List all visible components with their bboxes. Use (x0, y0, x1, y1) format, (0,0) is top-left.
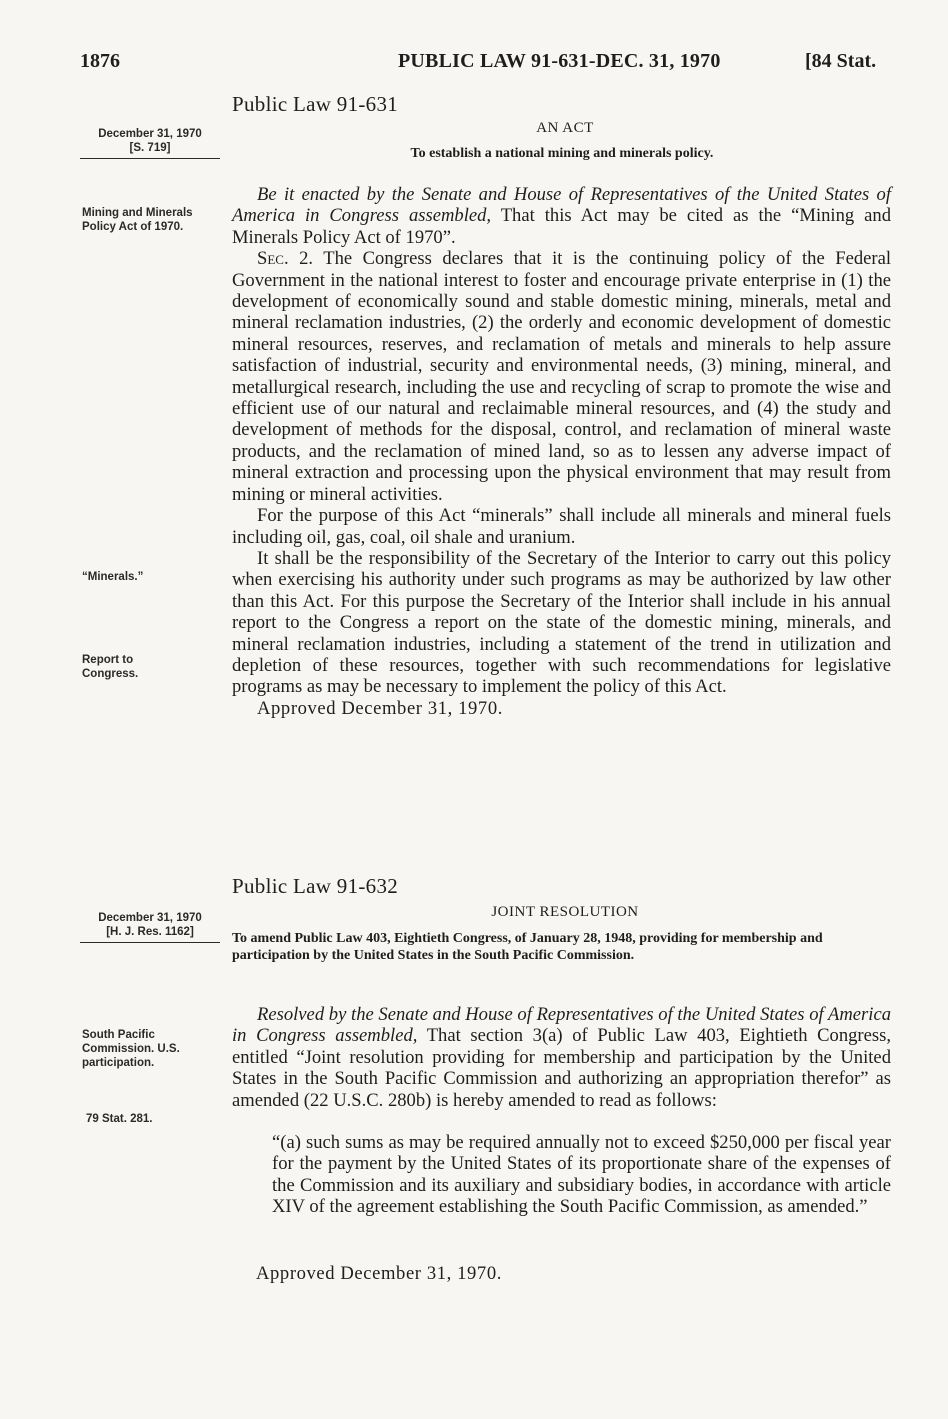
stat-reference: [84 Stat. (805, 50, 877, 72)
law1-approved: Approved December 31, 1970. (257, 697, 503, 719)
law2-quoted-amendment (272, 1132, 891, 1218)
law1-margin-bill: [S. 719] (129, 142, 171, 154)
page-number: 1876 (80, 50, 120, 72)
law2-margin-bill: [H. J. Res. 1162] (106, 926, 194, 938)
law2-title: Public Law 91-632 (232, 874, 399, 898)
law1-sec1-text: That this Act may be cited as the “Mining and Minerals Policy Act of 1970”. (232, 205, 891, 248)
law2-body (232, 1004, 891, 1111)
law2-quoted-text: “(a) such sums as may be required annually not to exceed $250,000 per fiscal year for the payment by the United States of its proportionate share of the expenses of the Commission and its auxiliary and subsidiary bodies, in accordance with article XIV of the agreement establishing the South Pacific Commission, as amended.” (272, 1132, 891, 1218)
law1-margin-minerals: “Minerals.” (82, 571, 144, 583)
law1-margin-report: Report to Congress. (82, 654, 139, 680)
running-title: PUBLIC LAW 91-631-DEC. 31, 1970 (398, 50, 721, 72)
law1-minerals-paragraph: For the purpose of this Act “minerals” shall include all minerals and mineral fuels including oil, gas, coal, oil shale and uranium. (232, 505, 891, 548)
law2-resolving-paragraph (232, 1004, 891, 1111)
law2-margin-subject: South Pacific Commission. U.S. participation. (82, 1029, 180, 1069)
law2-act-type: JOINT RESOLUTION (491, 904, 639, 920)
law2-margin-date: December 31, 1970 (98, 912, 202, 924)
law1-title: Public Law 91-631 (232, 92, 399, 116)
law1-sec2-paragraph (232, 248, 891, 505)
law2-description: To amend Public Law 403, Eightieth Congress, of January 28, 1948, providing for membership and participation by the United States in the South Pacific Commission. (232, 931, 823, 963)
law2-resolving-clause: Resolved by the Senate and House of Representatives of the United States of America in Congress assembled, (232, 1004, 891, 1047)
law1-secretary-paragraph: It shall be the responsibility of the Secretary of the Interior to carry out this policy when exercising his authority under such programs as may be authorized by law other than this Act. For this purpose the Secretary of the Interior shall include in his annual report to the Congress a report on the state of the domestic mining, minerals, and mineral reclamation industries, including a statement of the trend in utilization and depletion of these resources, together with such recommendations for legislative programs as may be necessary to implement the policy of this Act. (232, 547, 891, 698)
law2-body-text: That section 3(a) of Public Law 403, Eightieth Congress, entitled “Joint resolution providing for membership and participation by the United States in the South Pacific Commission and authorizing an appropriation therefor” as amended (22 U.S.C. 280b) is hereby amended to read as follows: (232, 1025, 891, 1111)
law2-approved: Approved December 31, 1970. (256, 1263, 502, 1284)
law2-margin-stat: 79 Stat. 281. (86, 1113, 153, 1125)
law1-enacting-paragraph (232, 184, 891, 248)
law1-margin-rule (80, 158, 220, 159)
law1-body (232, 184, 891, 719)
law1-description: To establish a national mining and minerals policy. (410, 146, 714, 161)
law1-margin-short-title: Mining and Minerals Policy Act of 1970. (82, 207, 193, 233)
law2-margin-rule (80, 942, 220, 943)
law1-margin-date: December 31, 1970 (98, 128, 202, 140)
law1-act-type: AN ACT (536, 120, 594, 136)
law1-sec2-text: 2. The Congress declares that it is the continuing policy of the Federal Government in the national interest to foster and encourage private enterprise in (1) the development of economically sound and stable domestic mining, minerals, metal and mineral reclamation industries, (2) the orderly and economic development of domestic mineral resources, reserves, and reclamation of metals and minerals to help assure satisfaction of industrial, security and environmental needs, (3) mining, mineral, and metallurgical research, including the use and recycling of scrap to promote the wise and efficient use of our natural and reclaimable mineral resources, and (4) the study and development of methods for the disposal, control, and reclamation of mineral waste products, and the reclamation of mined land, so as to lessen any adverse impact of mineral extraction and processing upon the physical environment that may result from mining or mineral activities. (232, 248, 891, 505)
law1-enacting-clause: Be it enacted by the Senate and House of Representatives of the United States of America in Congress assembled, (232, 184, 891, 227)
law1-sec2-label: Sec. (257, 248, 289, 270)
